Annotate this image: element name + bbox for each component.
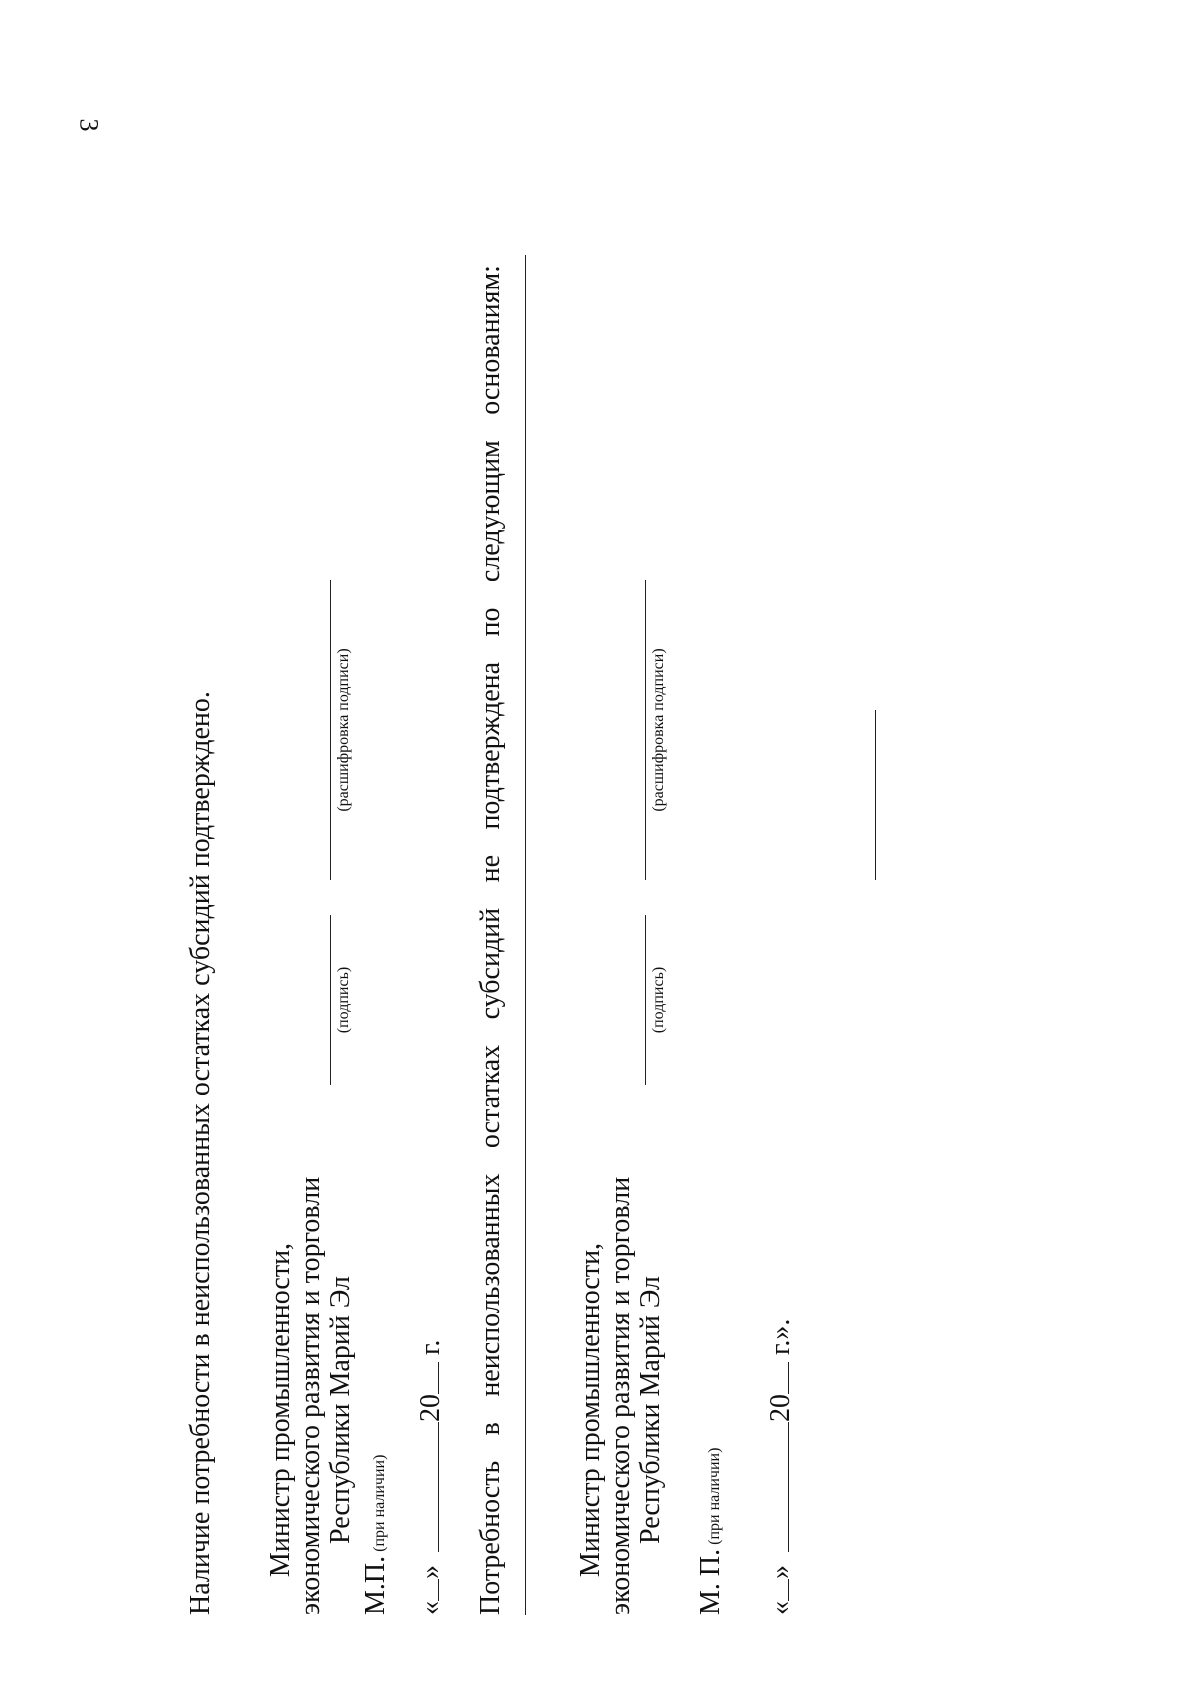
official-title-line3: Республики Марий Эл	[325, 1276, 356, 1544]
stamp-mark: М.П.	[360, 1555, 391, 1615]
signature-line-2	[645, 915, 646, 1085]
extra-line	[875, 710, 876, 880]
stamp-note-2: (при наличии)	[706, 1447, 723, 1545]
official-title-line3-2: Республики Марий Эл	[635, 1276, 666, 1544]
official-title-line1-2: Министр промышленности,	[575, 1242, 606, 1578]
decryption-caption: (расшифровка подписи)	[335, 648, 352, 812]
official-title-line2: экономического развития и торговли	[295, 1176, 326, 1615]
signature-caption-2: (подпись)	[650, 966, 667, 1034]
decryption-line-2	[645, 580, 646, 880]
stamp-label	[360, 1455, 392, 1615]
decryption-caption-2: (расшифровка подписи)	[650, 648, 667, 812]
confirmed-statement: Наличие потребности в неиспользованных остатках субсидий подтверждено.	[185, 691, 216, 1615]
official-title-line2-2: экономического развития и торговли	[605, 1176, 636, 1615]
date-line: «» 20 г.	[415, 1339, 446, 1615]
rotated-document-body	[175, 55, 595, 1615]
official-title-line1: Министр промышленности,	[265, 1242, 296, 1578]
page-number: 3	[74, 118, 104, 132]
signature-line	[330, 915, 331, 1085]
date-line-2: «» 20 г.».	[765, 1318, 796, 1615]
not-confirmed-statement: Потребность в неиспользованных остатках субсидий не подтверждена по следующим основаниям:	[475, 265, 506, 1615]
stamp-mark-2: М. П.	[695, 1548, 726, 1615]
decryption-line	[330, 580, 331, 880]
rotated-document-body-2	[555, 55, 975, 1615]
signature-caption: (подпись)	[335, 966, 352, 1034]
stamp-note: (при наличии)	[371, 1454, 388, 1552]
reasons-line	[525, 255, 526, 1615]
stamp-label-2	[695, 1448, 727, 1615]
